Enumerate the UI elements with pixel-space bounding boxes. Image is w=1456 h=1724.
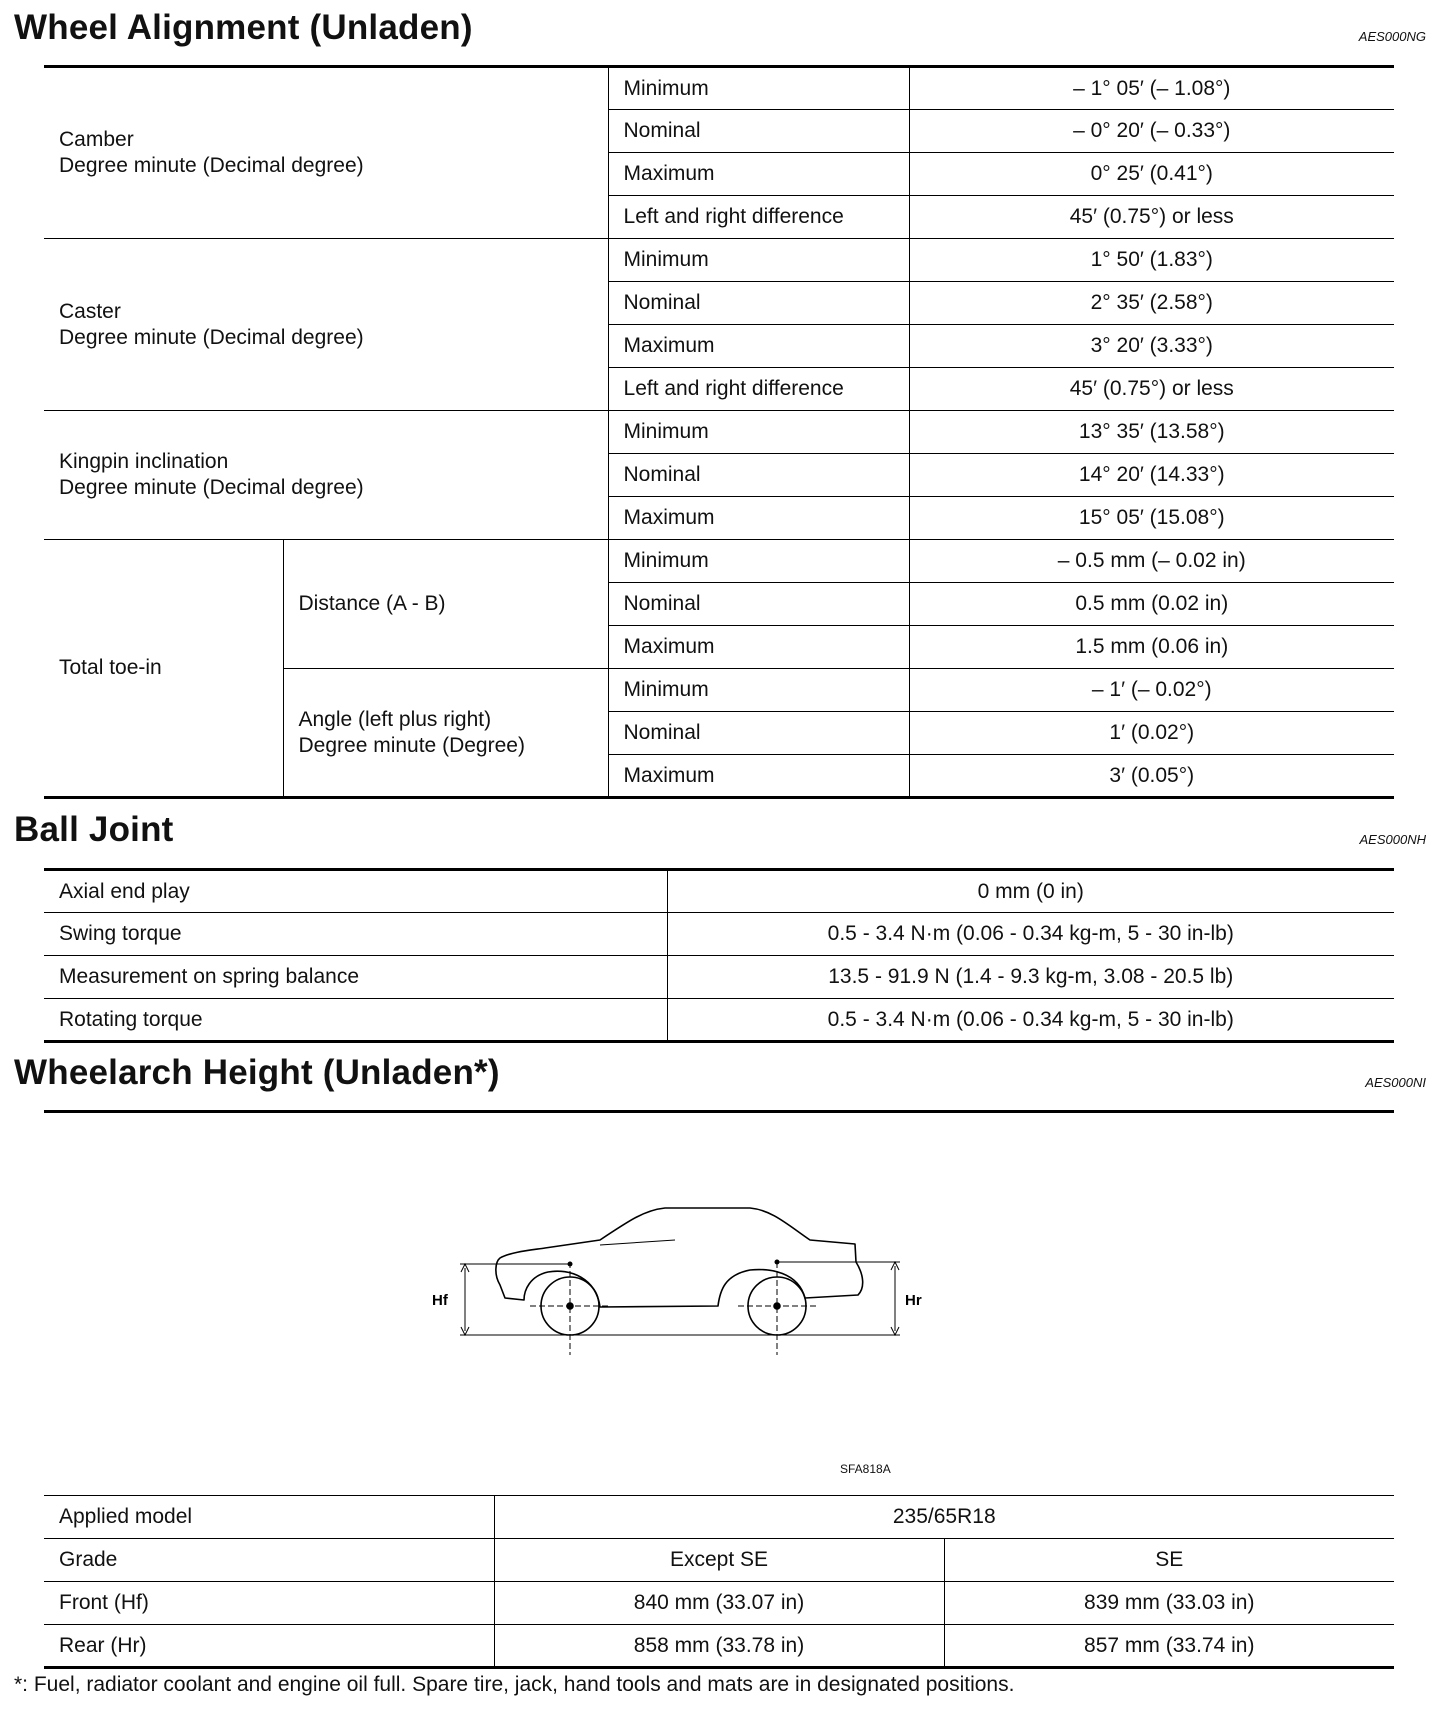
wheelarch-title: Wheelarch Height (Unladen*)	[14, 1053, 500, 1092]
table-row	[44, 1582, 1394, 1625]
row-value: 14° 20′ (14.33°)	[909, 454, 1394, 497]
row-value: 13° 35′ (13.58°)	[909, 411, 1394, 454]
table-row	[44, 1496, 1394, 1539]
toe-angle-label: Angle (left plus right) Degree minute (Degree)	[283, 669, 608, 798]
row-value: 13.5 - 91.9 N (1.4 - 9.3 kg-m, 3.08 - 20.5 lb)	[667, 956, 1394, 999]
row-label: Nominal	[608, 282, 909, 325]
car-wheelarch-diagram	[420, 1150, 940, 1370]
row-value: 0 mm (0 in)	[667, 870, 1394, 913]
kingpin-label: Kingpin inclination Degree minute (Decimal degree)	[44, 411, 608, 540]
applied-model-value: 235/65R18	[494, 1496, 1394, 1539]
applied-model-label: Applied model	[44, 1496, 494, 1539]
row-label: Rotating torque	[44, 999, 667, 1042]
row-value: 0.5 - 3.4 N·m (0.06 - 0.34 kg-m, 5 - 30 in-lb)	[667, 999, 1394, 1042]
table-row	[44, 67, 1394, 110]
row-label: Axial end play	[44, 870, 667, 913]
wheelarch-code: AES000NI	[1365, 1075, 1426, 1090]
car-trim	[600, 1240, 675, 1245]
row-value: 1.5 mm (0.06 in)	[909, 626, 1394, 669]
table-row	[44, 540, 1394, 583]
row-value: – 1′ (– 0.02°)	[909, 669, 1394, 712]
row-label: Nominal	[608, 712, 909, 755]
grade-se: SE	[944, 1539, 1394, 1582]
row-value: 1° 50′ (1.83°)	[909, 239, 1394, 282]
table-row	[44, 913, 1394, 956]
row-value: 0.5 - 3.4 N·m (0.06 - 0.34 kg-m, 5 - 30 in-lb)	[667, 913, 1394, 956]
row-value: – 0° 20′ (– 0.33°)	[909, 110, 1394, 153]
row-label: Left and right difference	[608, 368, 909, 411]
row-label: Minimum	[608, 239, 909, 282]
row-label: Minimum	[608, 411, 909, 454]
row-label: Maximum	[608, 755, 909, 798]
row-value: – 0.5 mm (– 0.02 in)	[909, 540, 1394, 583]
grade-except-se: Except SE	[494, 1539, 944, 1582]
table-row	[44, 999, 1394, 1042]
row-value: 3′ (0.05°)	[909, 755, 1394, 798]
row-label: Measurement on spring balance	[44, 956, 667, 999]
row-value: 45′ (0.75°) or less	[909, 196, 1394, 239]
section-rule	[44, 1110, 1394, 1113]
wheel-alignment-title: Wheel Alignment (Unladen)	[14, 8, 473, 47]
camber-label: Camber Degree minute (Decimal degree)	[44, 67, 608, 239]
wheelarch-table	[44, 1495, 1394, 1669]
front-label: Front (Hf)	[44, 1582, 494, 1625]
front-se: 839 mm (33.03 in)	[944, 1582, 1394, 1625]
grade-label: Grade	[44, 1539, 494, 1582]
ball-joint-title: Ball Joint	[14, 810, 174, 849]
row-value: 3° 20′ (3.33°)	[909, 325, 1394, 368]
toe-in-label: Total toe-in	[44, 540, 283, 798]
row-label: Swing torque	[44, 913, 667, 956]
car-body	[496, 1208, 863, 1307]
table-row	[44, 411, 1394, 454]
front-arch-point	[568, 1262, 573, 1267]
row-value: 1′ (0.02°)	[909, 712, 1394, 755]
wheel-alignment-table	[44, 65, 1394, 799]
rear-arch-point	[775, 1260, 780, 1265]
table-row	[44, 1539, 1394, 1582]
ball-joint-table	[44, 868, 1394, 1043]
row-label: Maximum	[608, 153, 909, 196]
table-row	[44, 1625, 1394, 1668]
row-value: 0.5 mm (0.02 in)	[909, 583, 1394, 626]
toe-distance-label: Distance (A - B)	[283, 540, 608, 669]
row-label: Maximum	[608, 325, 909, 368]
hf-label: Hf	[432, 1292, 448, 1309]
row-value: – 1° 05′ (– 1.08°)	[909, 67, 1394, 110]
table-row	[44, 956, 1394, 999]
row-label: Maximum	[608, 626, 909, 669]
rear-except-se: 858 mm (33.78 in)	[494, 1625, 944, 1668]
row-label: Maximum	[608, 497, 909, 540]
front-except-se: 840 mm (33.07 in)	[494, 1582, 944, 1625]
rear-se: 857 mm (33.74 in)	[944, 1625, 1394, 1668]
rear-label: Rear (Hr)	[44, 1625, 494, 1668]
row-label: Nominal	[608, 110, 909, 153]
footnote: *: Fuel, radiator coolant and engine oil full. Spare tire, jack, hand tools and mats are in designated positions.	[14, 1673, 1015, 1696]
row-value: 0° 25′ (0.41°)	[909, 153, 1394, 196]
row-label: Minimum	[608, 67, 909, 110]
wheel-alignment-code: AES000NG	[1358, 29, 1426, 44]
row-label: Minimum	[608, 669, 909, 712]
row-value: 15° 05′ (15.08°)	[909, 497, 1394, 540]
row-label: Nominal	[608, 583, 909, 626]
row-label: Minimum	[608, 540, 909, 583]
hr-label: Hr	[905, 1292, 922, 1309]
row-value: 45′ (0.75°) or less	[909, 368, 1394, 411]
ball-joint-code: AES000NH	[1359, 832, 1426, 847]
caster-label: Caster Degree minute (Decimal degree)	[44, 239, 608, 411]
row-label: Nominal	[608, 454, 909, 497]
figure-code: SFA818A	[840, 1462, 891, 1476]
table-row	[44, 870, 1394, 913]
row-label: Left and right difference	[608, 196, 909, 239]
row-value: 2° 35′ (2.58°)	[909, 282, 1394, 325]
table-row	[44, 239, 1394, 282]
